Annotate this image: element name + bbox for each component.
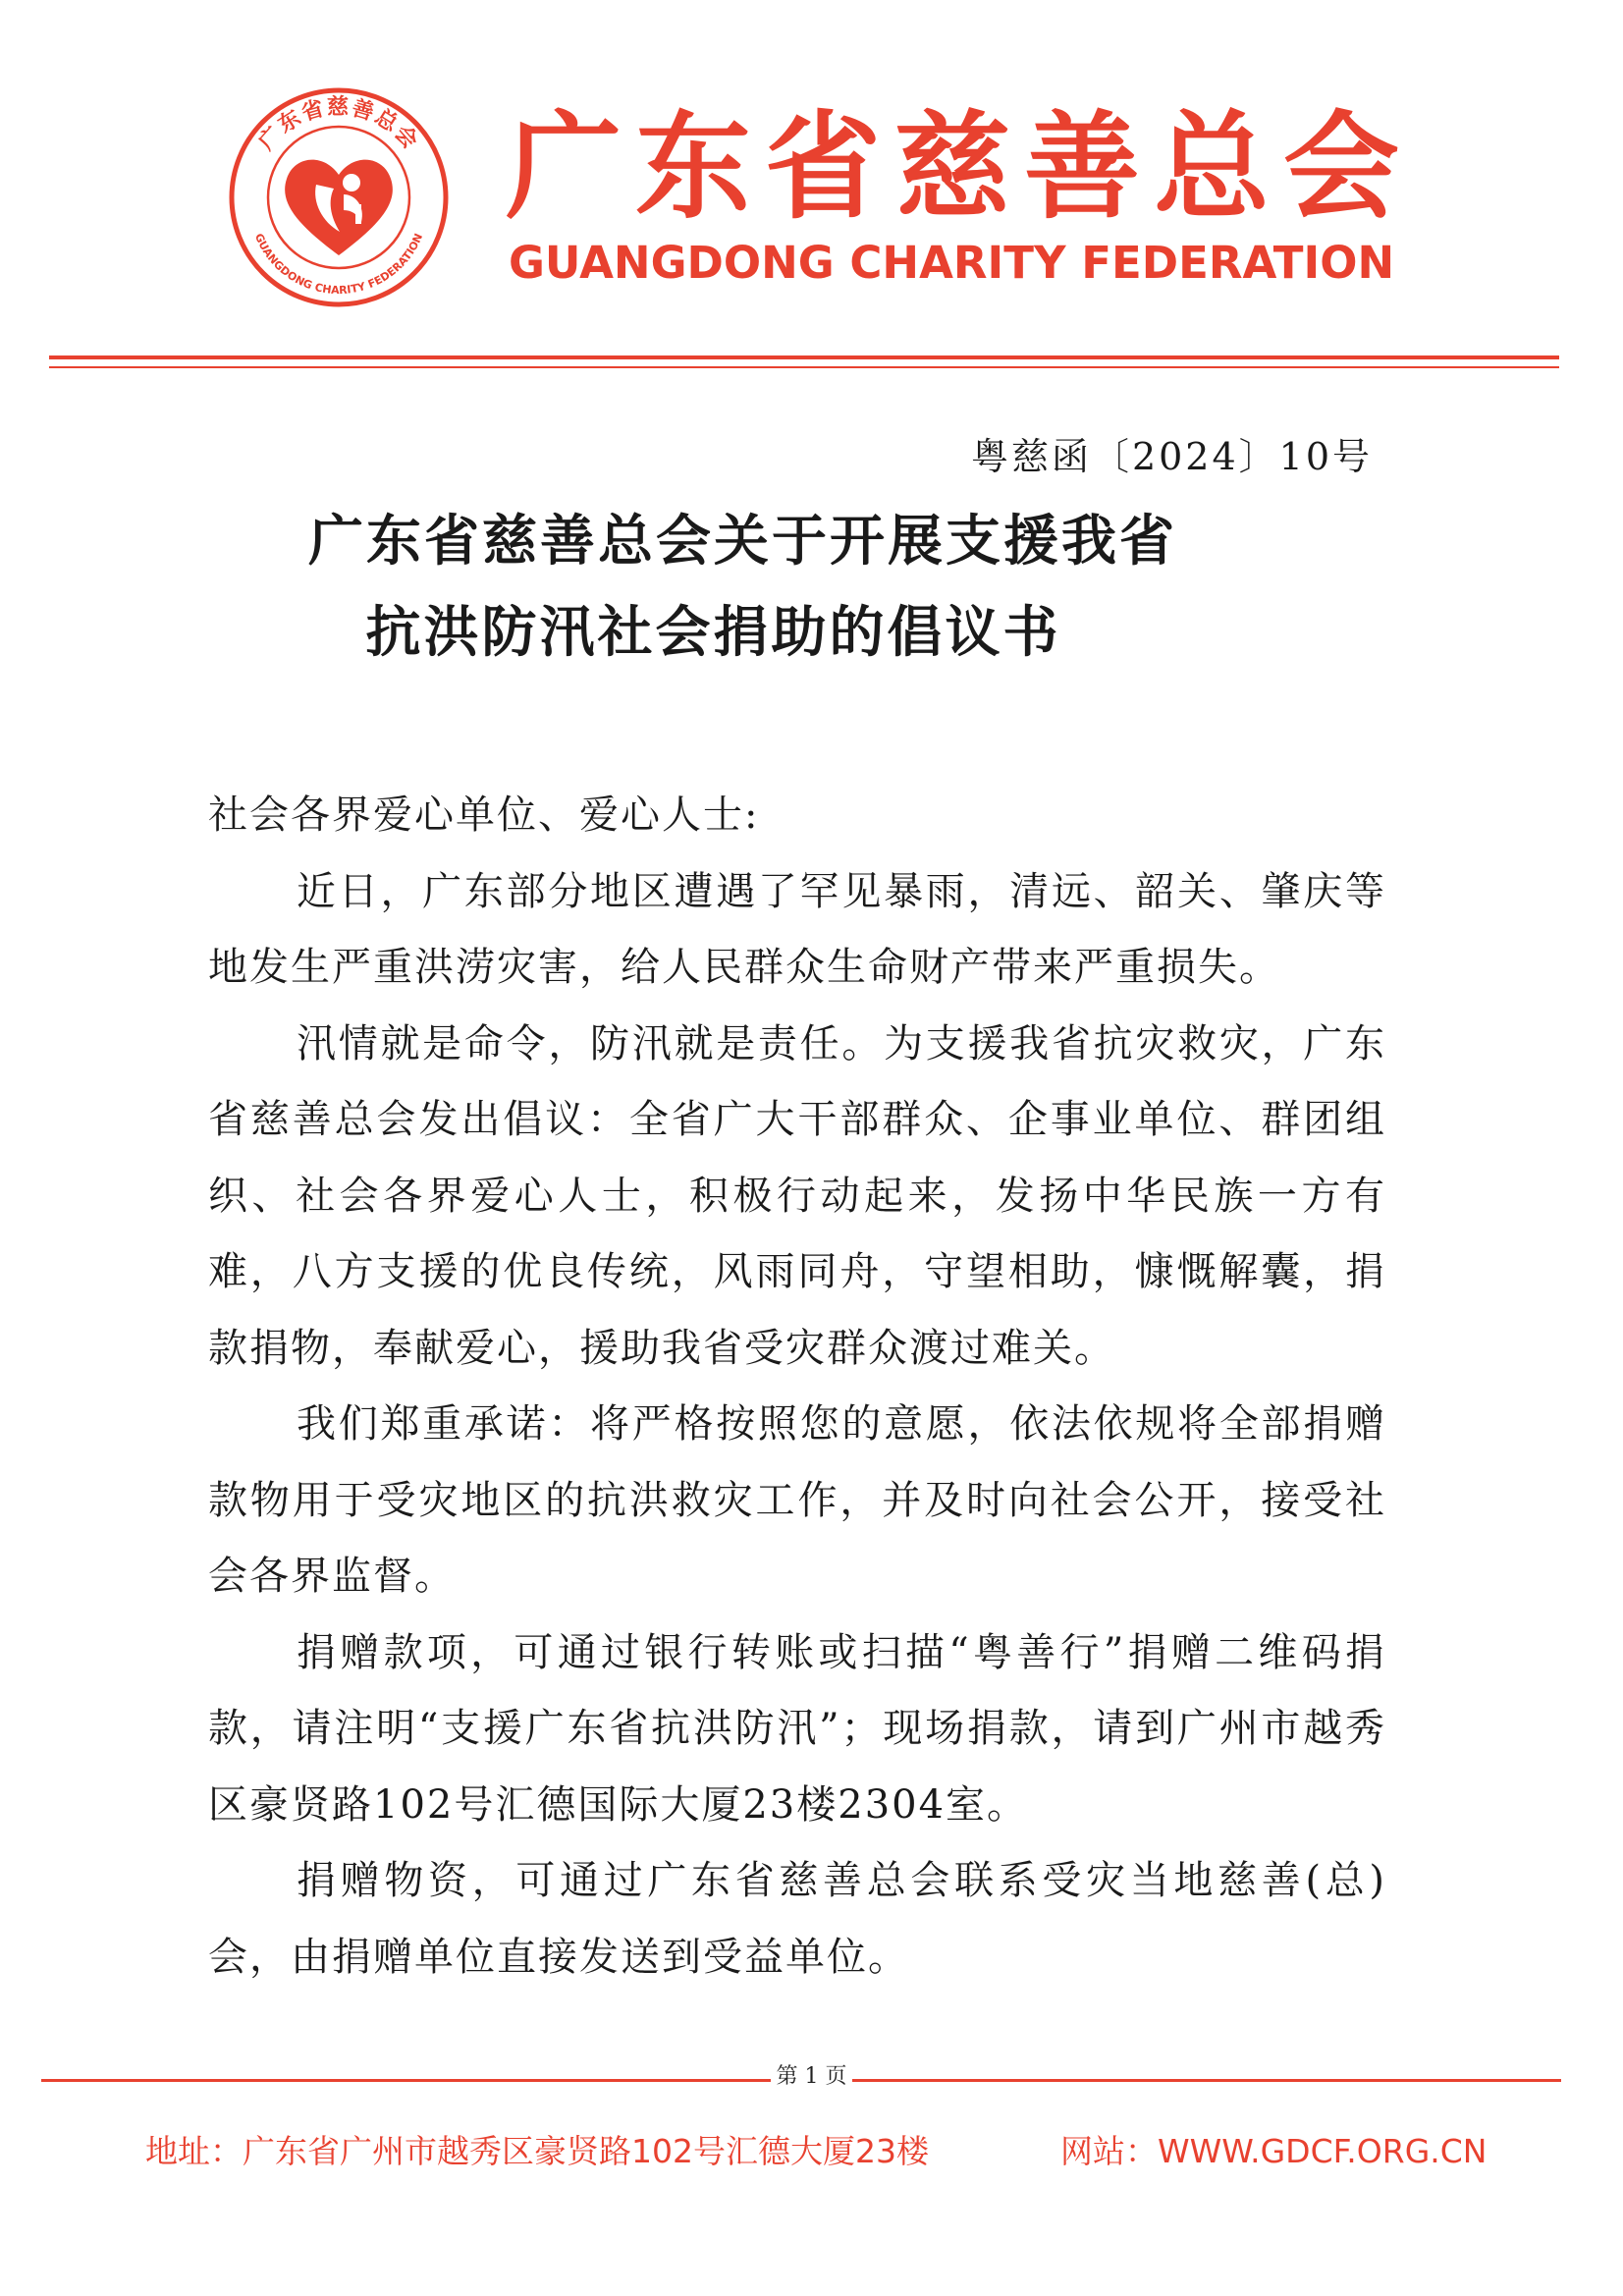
logo-ring-text-cn: 广东省慈善总会 — [253, 95, 424, 155]
page-number-wrap — [0, 2062, 1623, 2092]
paragraph-4: 捐赠款项，可通过银行转账或扫描“粤善行”捐赠二维码捐款，请注明“支援广东省抗洪防汛”；现场捐款，请到广州市越秀区豪贤路102号汇德国际大厦23楼2304室。 — [208, 1629, 1386, 1828]
paragraph-1: 近日，广东部分地区遭遇了罕见暴雨，清远、韶关、肇庆等地发生严重洪涝灾害，给人民群众生命财产带来严重损失。 — [208, 868, 1386, 990]
paragraph-3: 我们郑重承诺：将严格按照您的意愿，依法依规将全部捐赠款物用于受灾地区的抗洪救灾工作，并及时向社会公开，接受社会各界监督。 — [208, 1401, 1386, 1599]
salutation: 社会各界爱心单位、爱心人士: — [208, 793, 760, 838]
page-number: 第 1 页 — [771, 2064, 853, 2089]
letter-body — [208, 778, 1386, 1995]
letterhead-rule-thin — [49, 366, 1559, 368]
paragraph-5: 捐赠物资，可通过广东省慈善总会联系受灾当地慈善(总)会，由捐赠单位直接发送到受益单位。 — [208, 1858, 1386, 1980]
letterhead-rule-thick — [49, 355, 1559, 359]
title-line-2: 抗洪防汛社会捐助的倡议书 — [365, 601, 1061, 665]
paragraph-2: 汛情就是命令，防汛就是责任。为支援我省抗灾救灾，广东省慈善总会发出倡议：全省广大干部群众、企事业单位、群团组织、社会各界爱心人士，积极行动起来，发扬中华民族一方有难，八方支援的优良传统，风雨同舟，守望相助，慷慨解囊，捐款捐物，奉献爱心，援助我省受灾群众渡过难关。 — [208, 1020, 1386, 1371]
title-line-1: 广东省慈善总会关于开展支援我省 — [308, 510, 1177, 574]
org-name: 广东省慈善总会 — [506, 99, 1414, 235]
heart-emblem-icon — [228, 86, 450, 308]
org-name-english: GUANGDONG CHARITY FEDERATION — [509, 237, 1395, 289]
svg-text:广东省慈善总会 — [253, 94, 424, 155]
footer-address: 地址：广东省广州市越秀区豪贤路102号汇德大厦23楼 — [145, 2132, 929, 2170]
logo-ring-text-en: GUANGDONG CHARITY FEDERATION — [251, 231, 426, 298]
footer-website[interactable]: 网站：WWW.GDCF.ORG.CN — [1060, 2132, 1488, 2170]
document-number: 粤慈函〔2024〕10号 — [970, 435, 1373, 478]
